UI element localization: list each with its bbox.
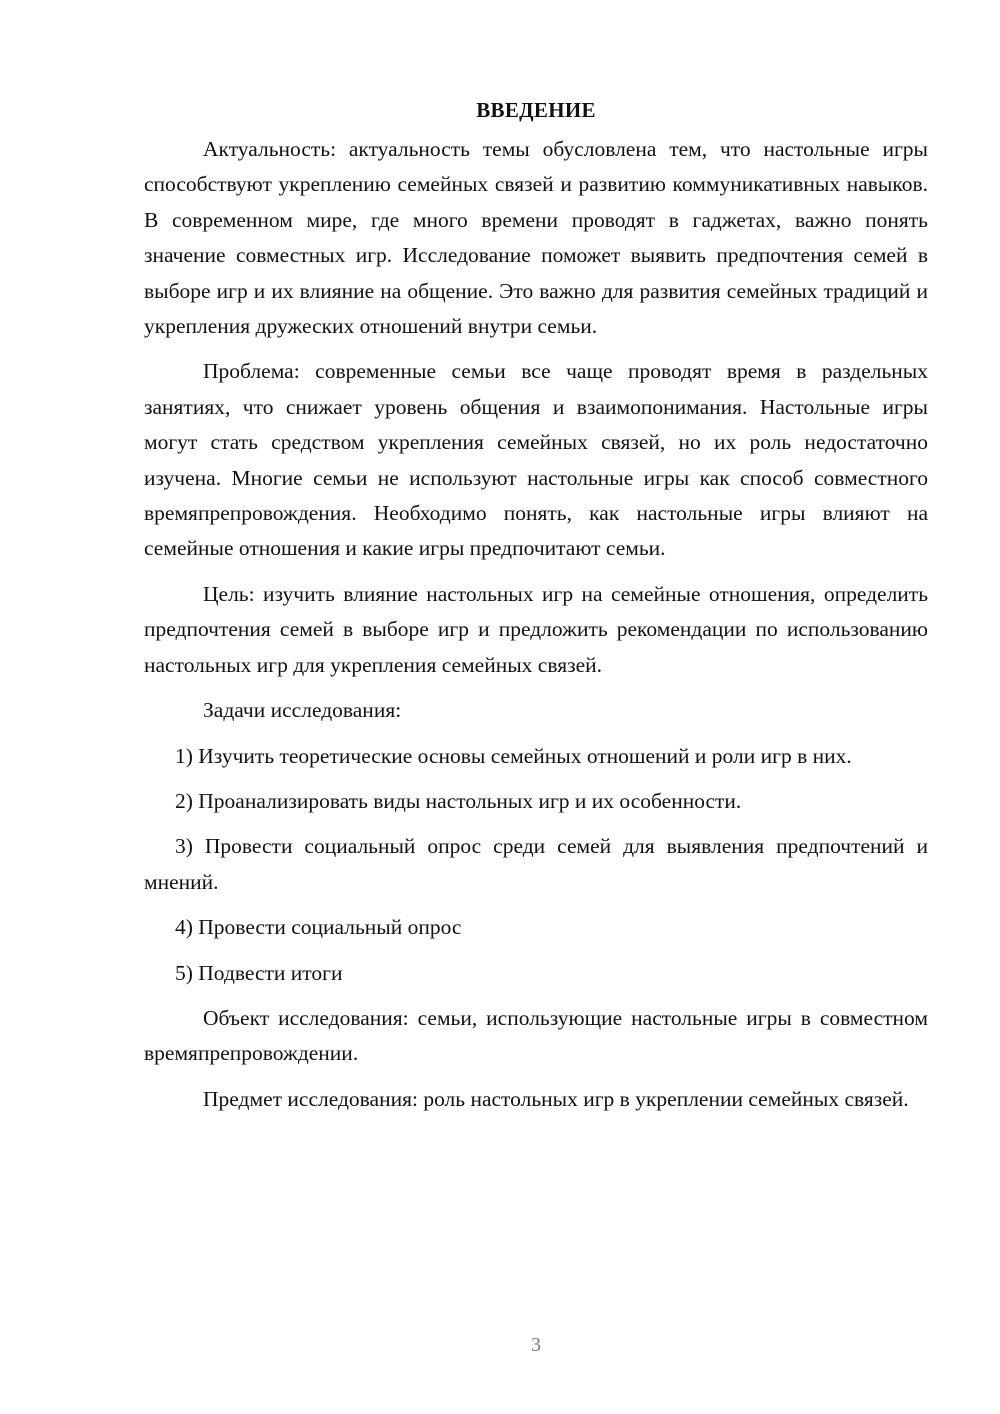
paragraph-problem: Проблема: современные семьи все чаще проводят время в раздельных занятиях, что снижает уровень общения и взаимопонимания. Настольные игры могут стать средством укрепления семейных связей, но их роль недостаточно изучена. Многие семьи не используют настольные игры как способ совместного времяпрепровождения. Необходимо понять, как настольные игры влияют на семейные отношения и какие игры предпочитают семьи. [144,359,928,561]
task-item-4: 4) Провести социальный опрос [175,915,462,940]
paragraph-relevance: Актуальность: актуальность темы обусловлена тем, что настольные игры способствуют укреплению семейных связей и развитию коммуникативных навыков. В современном мире, где много времени проводят в гаджетах, важно понять значение совместных игр. Исследование поможет выявить предпочтения семей в выборе игр и их влияние на общение. Это важно для развития семейных традиций и укрепления дружеских отношений внутри семьи. [144,137,928,339]
tasks-heading: Задачи исследования: [203,698,402,723]
paragraph-subject: Предмет исследования: роль настольных игр в укреплении семейных связей. [203,1086,909,1111]
page-content [144,92,928,1127]
page-number: 3 [531,1334,541,1356]
task-item-1: 1) Изучить теоретические основы семейных отношений и роли игр в них. [175,743,852,768]
task-item-3: 3) Провести социальный опрос среди семей для выявления предпочтений и мнений. [144,834,928,894]
task-item-5: 5) Подвести итоги [175,960,343,985]
paragraph-object: Объект исследования: семьи, использующие настольные игры в совместном времяпрепровождении. [144,1005,928,1066]
task-item-2: 2) Проанализировать виды настольных игр и их особенности. [175,788,742,813]
paragraph-goal: Цель: изучить влияние настольных игр на семейные отношения, определить предпочтения семей в выборе игр и предложить рекомендации по использованию настольных игр для укрепления семейных связей. [144,581,928,677]
section-title: ВВЕДЕНИЕ [476,98,596,122]
